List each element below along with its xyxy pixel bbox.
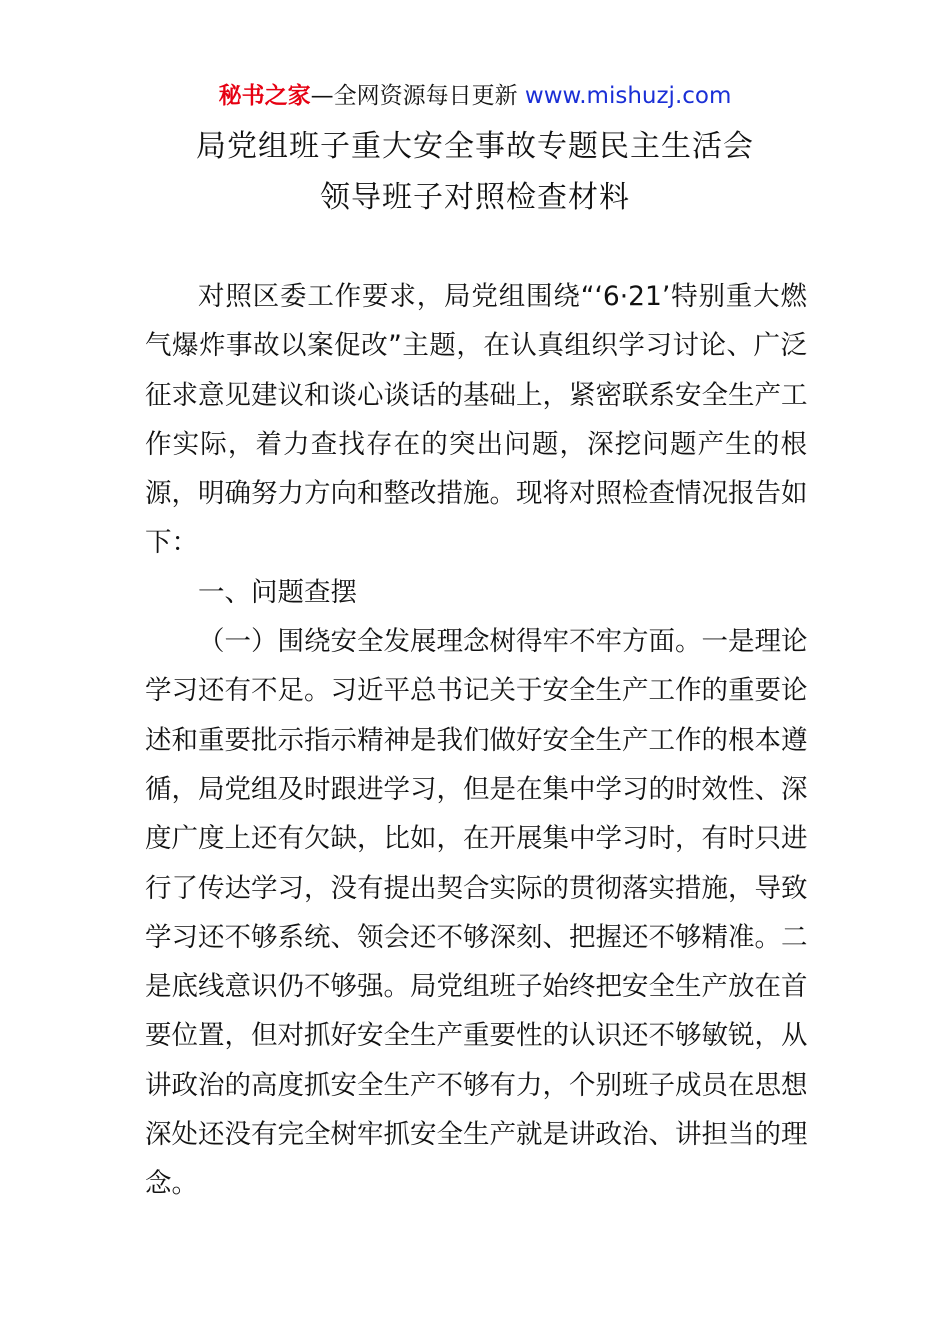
body-line: 述和重要批示指示精神是我们做好安全生产工作的根本遵 [145, 724, 808, 756]
site-tagline: —全网资源每日更新 [310, 83, 525, 109]
body-line: 讲政治的高度抓安全生产不够有力，个别班子成员在思想 [145, 1069, 808, 1101]
document-body [145, 272, 807, 1209]
body-line: 征求意见建议和谈心谈话的基础上，紧密联系安全生产工 [145, 379, 808, 411]
body-line: 作实际，着力查找存在的突出问题，深挖问题产生的根 [145, 428, 807, 460]
body-line: 学习还有不足。习近平总书记关于安全生产工作的重要论 [145, 675, 808, 707]
body-line: 行了传达学习，没有提出契合实际的贯彻落实措施，导致 [145, 872, 808, 904]
body-line: 对照区委工作要求，局党组围绕“‘6·21’特别重大燃 [198, 281, 807, 312]
body-line: （一）围绕安全发展理念树得牢不牢方面。一是理论 [198, 626, 808, 658]
section-heading: 一、问题查摆 [198, 576, 357, 608]
body-line: 是底线意识仍不够强。局党组班子始终把安全生产放在首 [145, 971, 808, 1003]
site-header [0, 80, 950, 112]
body-line: 下： [145, 527, 198, 559]
body-line: 要位置，但对抓好安全生产重要性的认识还不够敏锐，从 [145, 1020, 808, 1052]
body-line: 度广度上还有欠缺，比如，在开展集中学习时，有时只进 [145, 823, 808, 855]
site-url-link[interactable]: www.mishuzj.com [524, 83, 732, 109]
document-subtitle: 领导班子对照检查材料 [320, 180, 630, 215]
body-line: 循，局党组及时跟进学习，但是在集中学习的时效性、深 [145, 773, 808, 805]
document-title: 局党组班子重大安全事故专题民主生活会 [196, 129, 754, 164]
body-line: 深处还没有完全树牢抓安全生产就是讲政治、讲担当的理 [145, 1119, 808, 1151]
site-brand: 秘书之家 [218, 83, 311, 109]
body-line: 学习还不够系统、领会还不够深刻、把握还不够精准。二 [145, 921, 808, 953]
body-line: 念。 [145, 1168, 198, 1200]
body-line: 源，明确努力方向和整改措施。现将对照检查情况报告如 [145, 478, 808, 510]
body-line: 气爆炸事故以案促改”主题，在认真组织学习讨论、广泛 [145, 330, 807, 362]
